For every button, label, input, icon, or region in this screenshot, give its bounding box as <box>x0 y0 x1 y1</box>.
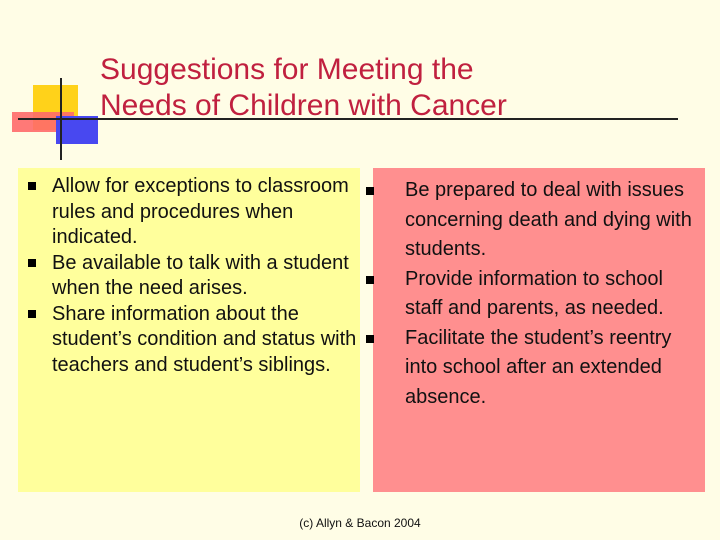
list-item-text: Provide information to school staff and parents, as needed. <box>405 267 664 319</box>
left-panel <box>18 168 360 492</box>
list-item <box>373 324 703 413</box>
square-bullet-icon <box>366 187 374 195</box>
list-item-text: Allow for exceptions to classroom rules and procedures when indicated. <box>52 175 349 248</box>
footer-copyright: (c) Allyn & Bacon 2004 <box>299 516 421 530</box>
list-item <box>28 174 358 251</box>
square-bullet-icon <box>366 276 374 284</box>
list-item-text: Be available to talk with a student when the need arises. <box>52 251 349 299</box>
square-bullet-icon <box>28 310 36 318</box>
slide-title <box>100 52 700 124</box>
left-bullet-list <box>28 174 358 378</box>
decor-blue-square <box>56 116 98 144</box>
list-item-text: Share information about the student’s condition and status with teachers and student’s siblings. <box>52 302 357 376</box>
list-item <box>28 302 358 379</box>
list-item <box>28 251 358 302</box>
square-bullet-icon <box>366 335 374 343</box>
list-item <box>373 176 703 265</box>
slide-title-line-1: Suggestions for Meeting the <box>100 53 474 86</box>
slide-title-line-2: Needs of Children with Cancer <box>100 89 507 122</box>
list-item <box>373 265 703 324</box>
list-item-text: Facilitate the student’s reentry into school after an extended absence. <box>405 326 672 408</box>
right-bullet-list <box>373 176 703 412</box>
square-bullet-icon <box>28 182 36 190</box>
square-bullet-icon <box>28 259 36 267</box>
list-item-text: Be prepared to deal with issues concerning death and dying with students. <box>405 179 692 260</box>
right-panel <box>373 168 705 492</box>
